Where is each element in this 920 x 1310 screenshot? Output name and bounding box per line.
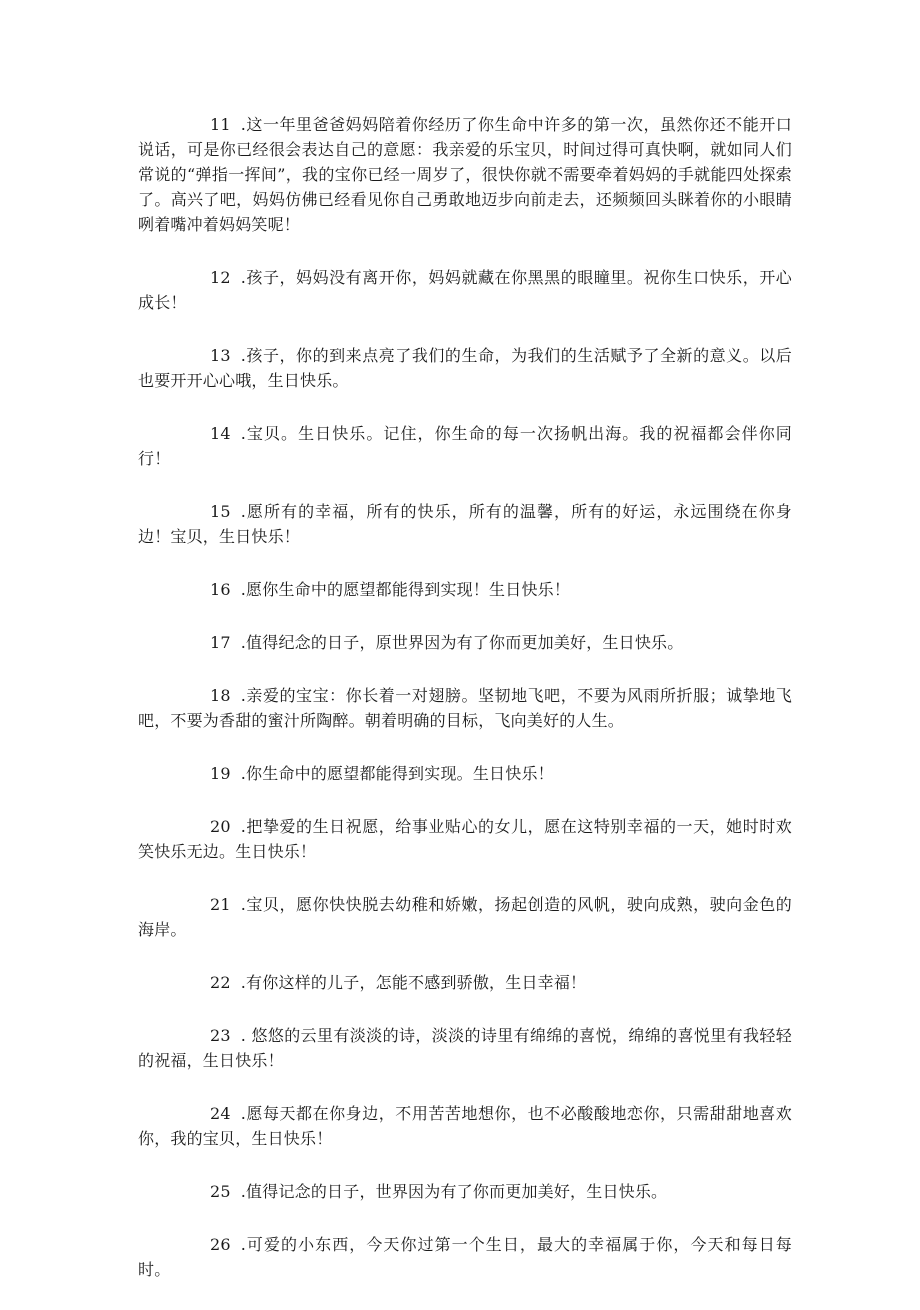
item-text: .把挚爱的生日祝愿，给事业贴心的女儿，愿在这特别幸福的一天，她时时欢笑快乐无边。生日快乐！ — [138, 817, 792, 861]
list-item — [138, 421, 792, 471]
item-text: .可爱的小东西，今天你过第一个生日，最大的幸福属于你，今天和每日每时。 — [138, 1235, 792, 1279]
item-number: 20 — [210, 817, 231, 836]
item-text: .值得记念的日子，世界因为有了你而更加美好，生日快乐。 — [240, 1182, 668, 1201]
item-text: .愿所有的幸福，所有的快乐，所有的温馨，所有的好运，永远围绕在你身边！宝贝，生日快乐！ — [138, 502, 792, 546]
list-item — [138, 265, 792, 315]
item-number: 25 — [210, 1182, 231, 1201]
item-number: 23 — [210, 1026, 231, 1045]
list-item — [138, 1101, 792, 1151]
list-item — [138, 1023, 792, 1073]
item-number: 16 — [210, 580, 231, 599]
list-item — [138, 814, 792, 864]
item-number: 19 — [210, 764, 231, 783]
list-item — [138, 577, 792, 602]
item-text: .宝贝，愿你快快脱去幼稚和娇嫩，扬起创造的风帆，驶向成熟，驶向金色的海岸。 — [138, 895, 792, 939]
wish-list — [138, 112, 792, 1310]
item-text: .愿你生命中的愿望都能得到实现！生日快乐！ — [240, 580, 571, 599]
item-text: . 悠悠的云里有淡淡的诗，淡淡的诗里有绵绵的喜悦，绵绵的喜悦里有我轻轻的祝福，生日快乐！ — [138, 1026, 792, 1070]
item-number: 24 — [210, 1104, 231, 1123]
item-number: 14 — [210, 424, 231, 443]
item-text: .宝贝。生日快乐。记住，你生命的每一次扬帆出海。我的祝福都会伴你同行！ — [138, 424, 792, 468]
list-item — [138, 499, 792, 549]
item-text: .孩子，你的到来点亮了我们的生命，为我们的生活赋予了全新的意义。以后也要开开心心哦，生日快乐。 — [138, 346, 792, 390]
item-text: .孩子，妈妈没有离开你，妈妈就藏在你黑黑的眼瞳里。祝你生口快乐，开心成长！ — [138, 268, 792, 312]
item-text: .值得纪念的日子，原世界因为有了你而更加美好，生日快乐。 — [240, 633, 684, 652]
item-number: 12 — [210, 268, 231, 287]
item-text: .愿每天都在你身边，不用苦苦地想你，也不必酸酸地恋你，只需甜甜地喜欢你，我的宝贝，生日快乐！ — [138, 1104, 792, 1148]
item-number: 21 — [210, 895, 231, 914]
item-number: 17 — [210, 633, 231, 652]
list-item — [138, 630, 792, 655]
list-item — [138, 761, 792, 786]
item-number: 13 — [210, 346, 231, 365]
item-text: .你生命中的愿望都能得到实现。生日快乐！ — [240, 764, 554, 783]
list-item — [138, 343, 792, 393]
item-text: .有你这样的儿子，怎能不感到骄傲，生日幸福！ — [240, 973, 587, 992]
list-item — [138, 112, 792, 237]
list-item — [138, 1232, 792, 1282]
item-number: 11 — [210, 115, 231, 134]
list-item — [138, 683, 792, 733]
list-item — [138, 970, 792, 995]
item-number: 15 — [210, 502, 231, 521]
list-item — [138, 1179, 792, 1204]
item-number: 18 — [210, 686, 231, 705]
item-text: .亲爱的宝宝：你长着一对翅膀。坚韧地飞吧，不要为风雨所折服；诚挚地飞吧，不要为香甜的蜜汁所陶醉。朝着明确的目标，飞向美好的人生。 — [138, 686, 792, 730]
item-number: 26 — [210, 1235, 231, 1254]
item-number: 22 — [210, 973, 231, 992]
item-text: .这一年里爸爸妈妈陪着你经历了你生命中许多的第一次，虽然你还不能开口说话，可是你已经很会表达自己的意愿：我亲爱的乐宝贝，时间过得可真快啊，就如同人们常说的“弹指一挥间”，我的宝你已经一周岁了，很快你就不需要牵着妈妈的手就能四处探索了。高兴了吧，妈妈仿佛已经看见你自己勇敢地迈步向前走去，还频频回头眯着你的小眼睛咧着嘴冲着妈妈笑呢！ — [138, 115, 792, 234]
list-item — [138, 892, 792, 942]
